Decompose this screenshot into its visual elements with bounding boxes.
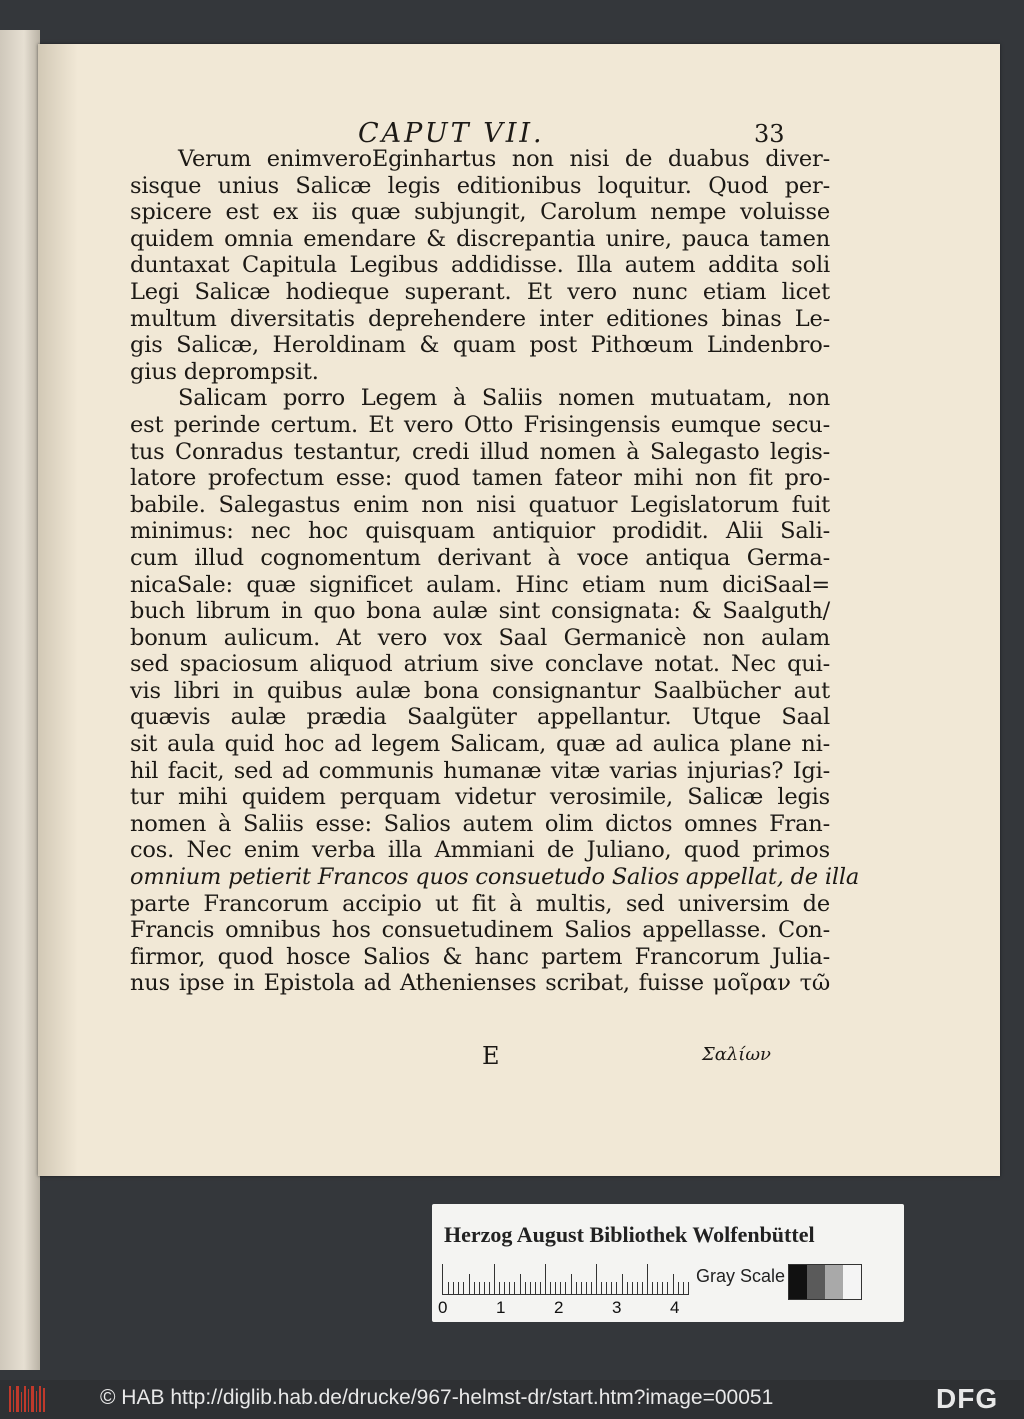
text-line: minimus: nec hoc quisquam antiquior prodidit. Alii Sali- [130, 518, 830, 545]
ruler-tick [565, 1282, 566, 1294]
ruler-tick [453, 1282, 454, 1294]
scale-ruler [438, 1264, 692, 1317]
ruler-tick [688, 1282, 689, 1294]
page-foot [38, 1042, 1000, 1072]
text-line: gius deprompsit. [130, 358, 319, 385]
previous-page-edge [0, 30, 40, 1370]
text-line: cum illud cognomentum derivant à voce antiqua Germa- [130, 544, 830, 571]
text-line: sit aula quid hoc ad legem Salicam, quæ ad aulica plane ni- [130, 731, 830, 758]
ruler-tick [673, 1274, 674, 1294]
ruler-tick [474, 1282, 475, 1294]
ruler-tick [535, 1282, 536, 1294]
signature-mark: E [482, 1042, 500, 1070]
text-line: duntaxat Capitula Legibus addidisse. Illa autem addita soli [130, 252, 830, 279]
page-number: 33 [754, 120, 785, 148]
gray-swatch [789, 1265, 807, 1299]
ruler-tick [550, 1282, 551, 1294]
ruler-tick [662, 1282, 663, 1294]
ruler-tick [545, 1264, 546, 1294]
ruler-tick [479, 1282, 480, 1294]
ruler-tick [591, 1282, 592, 1294]
ruler-label: 3 [612, 1298, 622, 1317]
footer-bar [0, 1380, 1024, 1419]
ruler-tick [560, 1282, 561, 1294]
ruler-tick [555, 1282, 556, 1294]
text-line: est perinde certum. Et vero Otto Frisingensis eumque secu- [130, 411, 830, 438]
text-line: gis Salicæ, Heroldinam & quam post Pithœum Lindenbro- [130, 332, 830, 359]
text-line: buch librum in quo bona aulæ sint consignata: & Saalguth/ [130, 598, 830, 625]
barcode-icon [8, 1384, 48, 1414]
dfg-logo: DFG [936, 1383, 999, 1414]
text-line: quævis aulæ prædia Saalgüter appellantur. Utque Saal [130, 704, 830, 731]
ruler-ticks [442, 1264, 689, 1295]
ruler-label: 0 [438, 1298, 448, 1317]
text-line: nus ipse in Epistola ad Athenienses scribat, fuisse μοῖραν τῶ [130, 970, 830, 997]
running-head: CAPUT VII. [358, 118, 545, 149]
library-name: Herzog August Bibliothek Wolfenbüttel [444, 1222, 815, 1247]
text-line: latore profectum esse: quod tamen fateor mihi non fit pro- [130, 465, 830, 492]
ruler-tick [596, 1264, 597, 1294]
ruler-tick [448, 1282, 449, 1294]
ruler-tick [637, 1282, 638, 1294]
book-page [38, 44, 1000, 1176]
ruler-tick [499, 1282, 500, 1294]
ruler-tick [586, 1282, 587, 1294]
color-reference-card [432, 1204, 904, 1322]
ruler-label: 4 [670, 1298, 680, 1317]
ruler-tick [484, 1282, 485, 1294]
text-line: cos. Nec enim verba illa Ammiani de Juliano, quod primos [130, 837, 830, 864]
ruler-tick [514, 1282, 515, 1294]
text-line: quidem omnia emendare & discrepantia unire, pauca tamen [130, 225, 830, 252]
text-line: Legi Salicæ hodieque superant. Et vero nunc etiam licet [130, 278, 830, 305]
ruler-tick [627, 1282, 628, 1294]
text-line: sisque unius Salicæ legis editionibus loquitur. Quod per- [130, 172, 830, 199]
ruler-tick [576, 1282, 577, 1294]
ruler-tick [642, 1282, 643, 1294]
text-line: tus Conradus testantur, credi illud nomen à Salegasto legis- [130, 438, 830, 465]
gray-swatch [825, 1265, 843, 1299]
ruler-tick [520, 1274, 521, 1294]
ruler-tick [611, 1282, 612, 1294]
ruler-tick [606, 1282, 607, 1294]
ruler-tick [657, 1282, 658, 1294]
ruler-tick [509, 1282, 510, 1294]
ruler-tick [667, 1282, 668, 1294]
text-line: Verum enimveroEginhartus non nisi de duabus diver- [178, 146, 830, 172]
ruler-tick [525, 1282, 526, 1294]
gray-swatch [843, 1265, 861, 1299]
text-line: sed spaciosum aliquod atrium sive conclave notat. Nec qui- [130, 651, 830, 678]
ruler-tick [581, 1282, 582, 1294]
ruler-tick [504, 1282, 505, 1294]
ruler-tick [489, 1282, 490, 1294]
catchword: Σαλίων [702, 1044, 771, 1065]
text-line: tur mihi quidem perquam videtur verosimile, Salicæ legis [130, 784, 830, 811]
ruler-tick [632, 1282, 633, 1294]
ruler-tick [458, 1282, 459, 1294]
text-line: parte Francorum accipio ut fit à multis, sed universim de [130, 890, 830, 917]
ruler-tick [647, 1264, 648, 1294]
copyright-url[interactable]: © HAB http://diglib.hab.de/drucke/967-helmst-dr/start.htm?image=00051 [100, 1386, 774, 1409]
ruler-tick [571, 1274, 572, 1294]
gray-scale-label: Gray Scale [696, 1266, 786, 1286]
text-line: Francis omnibus hos consuetudinem Salios appellasse. Con- [130, 917, 830, 944]
ruler-tick [616, 1282, 617, 1294]
ruler-tick [463, 1282, 464, 1294]
text-line: bonum aulicum. At vero vox Saal Germanicè non aulam [130, 624, 830, 651]
text-line: babile. Salegastus enim non nisi quatuor Legislatorum fuit [130, 491, 830, 518]
text-line: spicere est ex iis quæ subjungit, Carolum nempe voluisse [130, 199, 830, 226]
body-text [130, 146, 860, 997]
text-line: vis libri in quibus aulæ bona consignantur Saalbücher aut [130, 677, 830, 704]
text-line: Salicam porro Legem à Saliis nomen mutuatam, non [178, 385, 830, 412]
text-line: omnium petierit Francos quos consuetudo Salios appellat, de illa [130, 864, 860, 891]
text-line: multum diversitatis deprehendere inter editiones binas Le- [130, 305, 830, 332]
text-line: firmor, quod hosce Salios & hanc partem Francorum Julia- [130, 943, 830, 970]
text-line: nicaSale: quæ significet aulam. Hinc etiam num diciSaal= [130, 571, 830, 598]
text-line: hil facit, sed ad communis humanæ vitæ varias injurias? Igi- [130, 757, 830, 784]
ruler-label: 2 [554, 1298, 564, 1317]
ruler-tick [678, 1282, 679, 1294]
ruler-tick [469, 1274, 470, 1294]
text-line: nomen à Saliis esse: Salios autem olim dictos omnes Fran- [130, 810, 830, 837]
ruler-tick [683, 1282, 684, 1294]
ruler-tick [530, 1282, 531, 1294]
ruler-label: 1 [496, 1298, 506, 1317]
ruler-tick [494, 1264, 495, 1294]
ruler-tick [652, 1282, 653, 1294]
ruler-tick [540, 1282, 541, 1294]
ruler-tick [622, 1274, 623, 1294]
gray-swatch [807, 1265, 825, 1299]
gray-scale-swatches [788, 1264, 862, 1300]
ruler-tick [601, 1282, 602, 1294]
